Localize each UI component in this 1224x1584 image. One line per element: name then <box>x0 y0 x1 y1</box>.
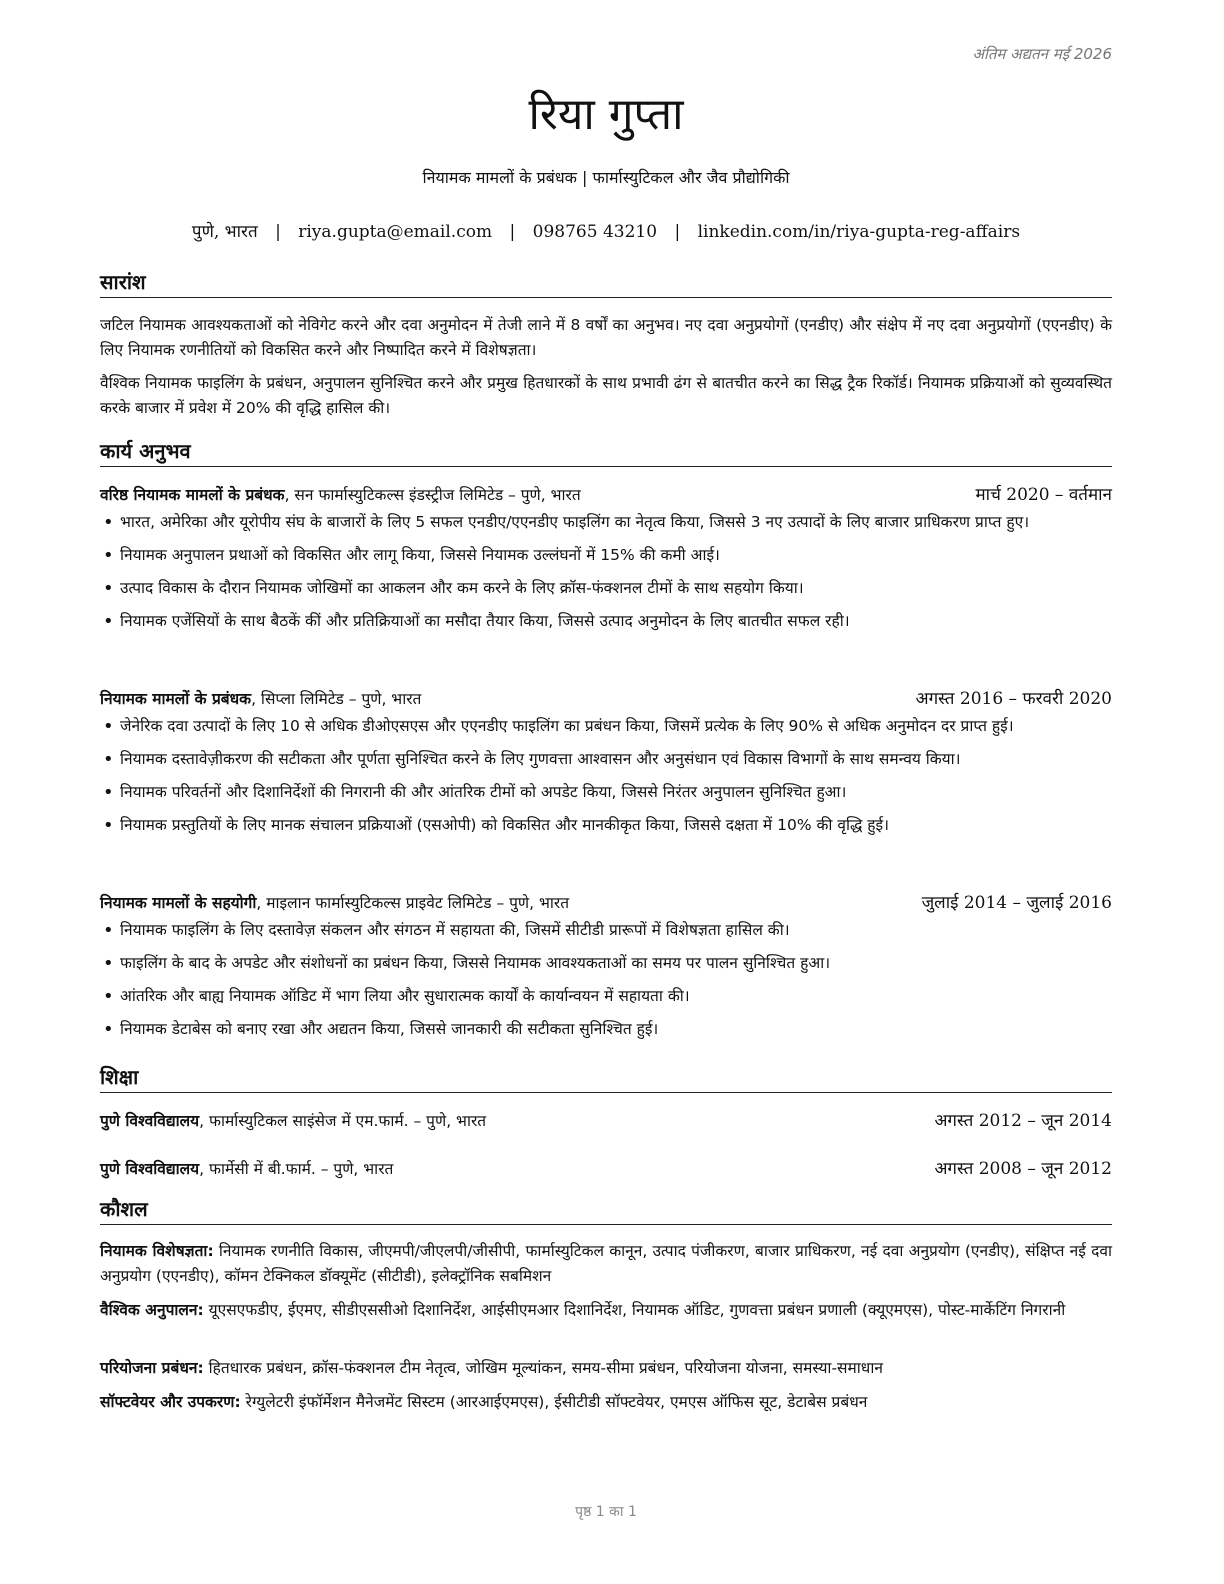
job-bullets <box>100 918 1112 1050</box>
summary-paragraph-2: वैश्विक नियामक फाइलिंग के प्रबंधन, अनुपालन सुनिश्चित करने और प्रमुख हितधारकों के साथ प्रभावी ढंग से बातचीत करने का सिद्ध ट्रैक रिकॉर्ड। नियामक प्रक्रियाओं को सुव्यवस्थित करके बाजार में प्रवेश में 20% की वृद्धि हासिल की। <box>100 374 1112 417</box>
skill-group <box>100 1390 1112 1415</box>
skill-label: परियोजना प्रबंधन: <box>100 1359 204 1377</box>
bullet-item: • फाइलिंग के बाद के अपडेट और संशोधनों का प्रबंधन किया, जिससे नियामक आवश्यकताओं का समय पर पालन सुनिश्चित हुआ। <box>100 951 1112 976</box>
bullet-item: • नियामक प्रस्तुतियों के लिए मानक संचालन प्रक्रियाओं (एसओपी) को विकसित और मानकीकृत किया, जिससे दक्षता में 10% की वृद्धि हुई। <box>100 813 1112 838</box>
job-bullets <box>100 714 1112 846</box>
bullet-item: • भारत, अमेरिका और यूरोपीय संघ के बाजारों के लिए 5 सफल एनडीए/एएनडीए फाइलिंग का नेतृत्व किया, जिससे 3 नए उत्पादों के लिए बाजार प्राधिकरण प्राप्त हुए। <box>100 510 1112 535</box>
skill-label: सॉफ्टवेयर और उपकरण: <box>100 1393 241 1411</box>
skill-group <box>100 1298 1112 1323</box>
contact-phone: 098765 43210 <box>532 222 658 242</box>
section-title-summary: सारांश <box>100 268 1112 298</box>
job-title-line <box>100 687 421 709</box>
job-header <box>100 890 1112 913</box>
job-header <box>100 482 1112 505</box>
education-school: पुणे विश्वविद्यालय <box>100 1112 200 1130</box>
job-dates: मार्च 2020 – वर्तमान <box>975 485 1112 505</box>
education-dates: अगस्त 2008 – जून 2012 <box>934 1159 1112 1179</box>
job-title-line <box>100 483 581 505</box>
education-dates: अगस्त 2012 – जून 2014 <box>934 1111 1112 1131</box>
bullet-item: • नियामक फाइलिंग के लिए दस्तावेज़ संकलन और संगठन में सहायता की, जिसमें सीटीडी प्रारूपों में विशेषज्ञता हासिल की। <box>100 918 1112 943</box>
contact-linkedin[interactable]: linkedin.com/in/riya-gupta-reg-affairs <box>697 222 1021 242</box>
contact-email[interactable]: riya.gupta@email.com <box>298 222 493 242</box>
bullet-item: • नियामक एजेंसियों के साथ बैठकें कीं और प्रतिक्रियाओं का मसौदा तैयार किया, जिससे उत्पाद अनुमोदन के लिए बातचीत सफल रही। <box>100 609 1112 634</box>
skill-text: रेग्युलेटरी इंफॉर्मेशन मैनेजमेंट सिस्टम (आरआईएमएस), ईसीटीडी सॉफ्टवेयर, एमएस ऑफिस सूट, डेटाबेस प्रबंधन <box>240 1393 868 1411</box>
headline: नियामक मामलों के प्रबंधक | फार्मास्युटिकल और जैव प्रौद्योगिकी <box>422 168 790 187</box>
candidate-name: रिया गुप्ता <box>528 89 684 140</box>
skill-text: हितधारक प्रबंधन, क्रॉस-फंक्शनल टीम नेतृत्व, जोखिम मूल्यांकन, समय-सीमा प्रबंधन, परियोजना योजना, समस्या-समाधान <box>203 1359 883 1377</box>
contact-separator: | <box>275 222 281 242</box>
education-item <box>100 1156 1112 1179</box>
job-header <box>100 686 1112 709</box>
resume-page <box>100 0 1112 1584</box>
education-line <box>100 1157 393 1179</box>
section-title-experience: कार्य अनुभव <box>100 437 1112 467</box>
bullet-item: • उत्पाद विकास के दौरान नियामक जोखिमों का आकलन और कम करने के लिए क्रॉस-फंक्शनल टीमों के साथ सहयोग किया। <box>100 576 1112 601</box>
bullet-item: • नियामक अनुपालन प्रथाओं को विकसित और लागू किया, जिससे नियामक उल्लंघनों में 15% की कमी आई। <box>100 543 1112 568</box>
job-role: नियामक मामलों के प्रबंधक <box>100 690 252 708</box>
job-dates: अगस्त 2016 – फरवरी 2020 <box>915 689 1112 709</box>
skill-label: वैश्विक अनुपालन: <box>100 1301 204 1319</box>
education-item <box>100 1108 1112 1131</box>
job-bullets <box>100 510 1112 642</box>
bullet-item: • आंतरिक और बाह्य नियामक ऑडिट में भाग लिया और सुधारात्मक कार्यों के कार्यान्वयन में सहायता की। <box>100 984 1112 1009</box>
section-title-skills: कौशल <box>100 1195 1112 1225</box>
education-school: पुणे विश्वविद्यालय <box>100 1160 200 1178</box>
job-role: वरिष्ठ नियामक मामलों के प्रबंधक <box>100 486 285 504</box>
skill-text: यूएसएफडीए, ईएमए, सीडीएससीओ दिशानिर्देश, आईसीएमआर दिशानिर्देश, नियामक ऑडिट, गुणवत्ता प्रबंधन प्रणाली (क्यूएमएस), पोस्ट-मार्केटिंग निगरानी <box>203 1301 1066 1319</box>
page-number: पृष्ठ 1 का 1 <box>575 1504 637 1520</box>
bullet-item: • नियामक परिवर्तनों और दिशानिर्देशों की निगरानी की और आंतरिक टीमों को अपडेट किया, जिससे निरंतर अनुपालन सुनिश्चित हुआ। <box>100 780 1112 805</box>
contact-separator: | <box>674 222 681 242</box>
skill-label: नियामक विशेषज्ञता: <box>100 1242 214 1260</box>
bullet-item: • नियामक डेटाबेस को बनाए रखा और अद्यतन किया, जिससे जानकारी की सटीकता सुनिश्चित हुई। <box>100 1017 1112 1042</box>
education-detail: , फार्मास्युटिकल साइंसेज में एम.फार्म. – पुणे, भारत <box>199 1112 487 1130</box>
skill-group <box>100 1356 1112 1381</box>
summary-paragraph-1: जटिल नियामक आवश्यकताओं को नेविगेट करने और दवा अनुमोदन में तेजी लाने में 8 वर्षों का अनुभव। नए दवा अनुप्रयोगों (एनडीए) और संक्षेप में नए दवा अनुप्रयोगों (एएनडीए) के लिए नियामक रणनीतियों को विकसित करने और निष्पादित करने में विशेषज्ञता। <box>100 316 1112 359</box>
section-title-education: शिक्षा <box>100 1063 1112 1093</box>
bullet-item: • जेनेरिक दवा उत्पादों के लिए 10 से अधिक डीओएसएस और एएनडीए फाइलिंग का प्रबंधन किया, जिसमें प्रत्येक के लिए 90% से अधिक अनुमोदन दर प्राप्त हुई। <box>100 714 1112 739</box>
last-updated: अंतिम अद्यतन मई 2026 <box>972 45 1112 63</box>
job-title-line <box>100 891 569 913</box>
contact-location: पुणे, भारत <box>191 222 258 242</box>
education-detail: , फार्मेसी में बी.फार्म. – पुणे, भारत <box>199 1160 394 1178</box>
skill-text: नियामक रणनीति विकास, जीएमपी/जीएलपी/जीसीपी, फार्मास्युटिकल कानून, उत्पाद पंजीकरण, बाजार प्राधिकरण, नई दवा अनुप्रयोग (एनडीए), संक्षिप्त नई दवा अनुप्रयोग (एएनडीए), कॉमन टेक्निकल डॉक्यूमेंट (सीटीडी), इलेक्ट्रॉनिक सबमिशन <box>100 1242 1112 1285</box>
job-org: , माइलान फार्मास्युटिकल्स प्राइवेट लिमिटेड – पुणे, भारत <box>256 894 570 912</box>
contact-separator: | <box>509 222 516 242</box>
job-org: , सिप्ला लिमिटेड – पुणे, भारत <box>251 690 422 708</box>
contact-line <box>100 219 1112 242</box>
job-dates: जुलाई 2014 – जुलाई 2016 <box>921 893 1112 913</box>
skill-group <box>100 1239 1112 1289</box>
job-role: नियामक मामलों के सहयोगी <box>100 894 257 912</box>
bullet-item: • नियामक दस्तावेज़ीकरण की सटीकता और पूर्णता सुनिश्चित करने के लिए गुणवत्ता आश्वासन और अनुसंधान एवं विकास विभागों के साथ समन्वय किया। <box>100 747 1112 772</box>
education-line <box>100 1109 486 1131</box>
job-org: , सन फार्मास्युटिकल्स इंडस्ट्रीज लिमिटेड – पुणे, भारत <box>284 486 581 504</box>
